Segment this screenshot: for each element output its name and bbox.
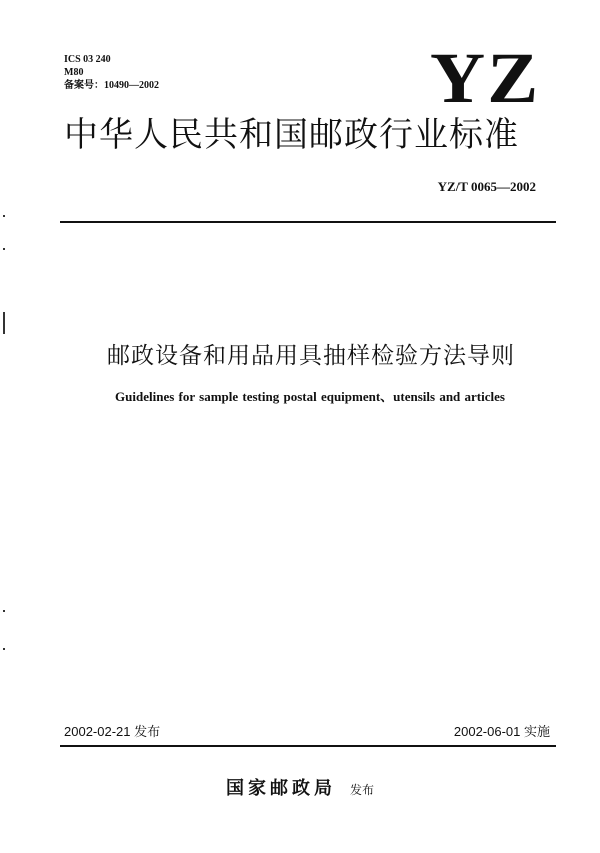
bottom-divider — [60, 745, 556, 747]
yz-logo: YZ — [430, 38, 541, 118]
scan-artifact-mark — [3, 312, 5, 334]
top-divider — [60, 221, 556, 223]
issue-date: 2002-02-21 发布 — [64, 724, 161, 739]
scan-artifact-mark — [3, 215, 5, 217]
publisher-name: 国家邮政局 — [225, 778, 336, 799]
record-number: 备案号：10490—2002 — [64, 80, 159, 91]
document-title-chinese: 邮政设备和用品用具抽样检验方法导则 — [107, 343, 515, 369]
scan-artifact-mark — [3, 248, 5, 250]
publish-label: 发布 — [349, 783, 374, 797]
document-title-english: Guidelines for sample testing postal equipment、utensils and articles — [115, 389, 505, 404]
implement-date: 2002-06-01 实施 — [453, 724, 550, 739]
ics-code: ICS 03 240 — [64, 54, 111, 65]
standard-title: 中华人民共和国邮政行业标准 — [64, 115, 519, 155]
scan-artifact-mark — [3, 610, 5, 612]
scan-artifact-mark — [3, 648, 5, 650]
classification-code: M80 — [64, 67, 84, 78]
publisher-line — [0, 774, 600, 800]
standard-code: YZ/T 0065—2002 — [437, 179, 536, 194]
